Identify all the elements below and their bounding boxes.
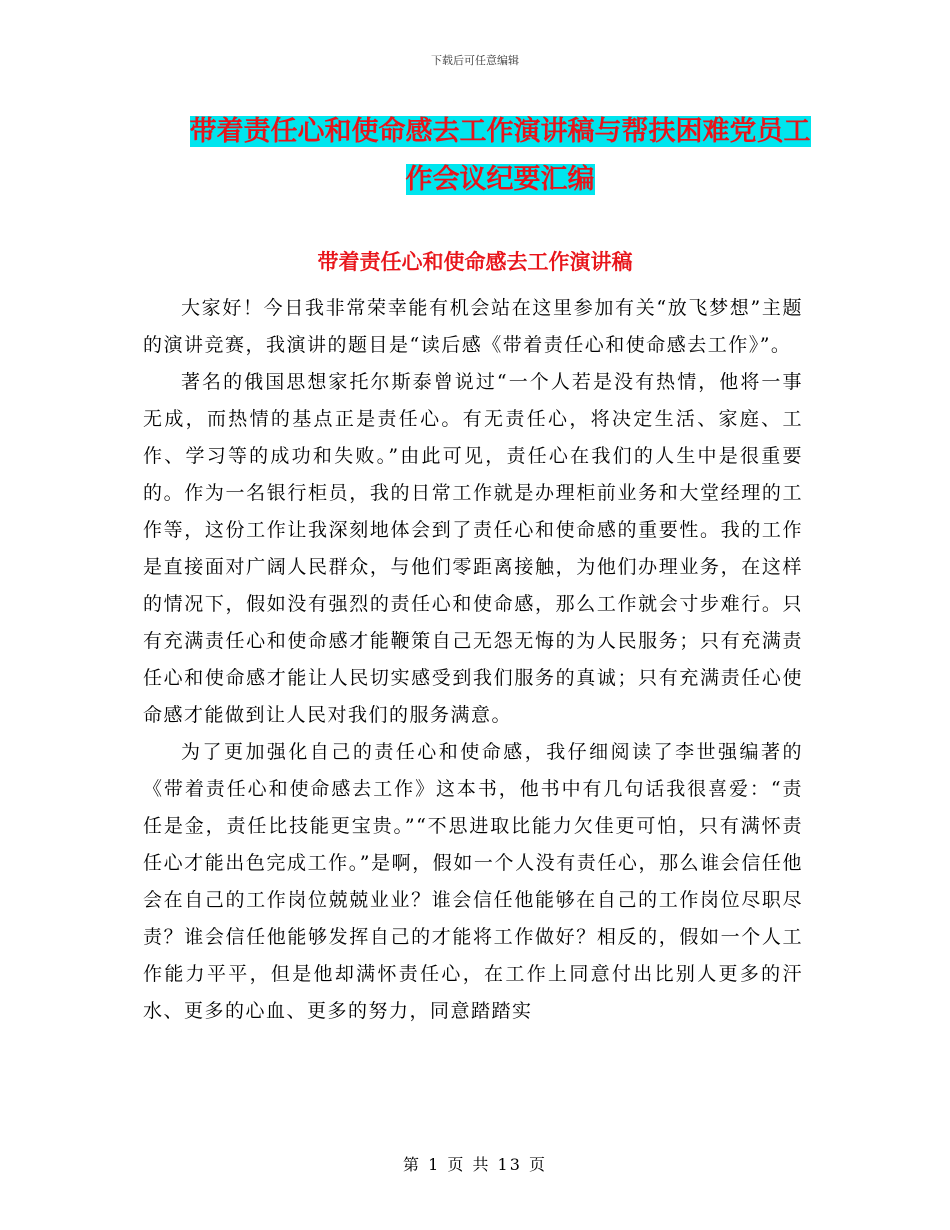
header-note: 下载后可任意编辑 (431, 54, 519, 67)
paragraph-1: 大家好！今日我非常荣幸能有机会站在这里参加有关“放飞梦想”主题的演讲竞赛，我演讲的题目是“读后感《带着责任心和使命感去工作》”。 (143, 297, 803, 356)
paragraph-3: 为了更加强化自己的责任心和使命感，我仔细阅读了李世强编著的《带着责任心和使命感去工作》这本书，他书中有几句话我很喜爱：“责任是金，责任比技能更宝贵。”“不思进取比能力欠佳更可怕，只有满怀责任心才能出色完成工作。”是啊，假如一个人没有责任心，那么谁会信任他会在自己的工作岗位兢兢业业？谁会信任他能够在自己的工作岗位尽职尽责？谁会信任他能够发挥自己的才能将工作做好？相反的，假如一个人工作能力平平，但是他却满怀责任心，在工作上同意付出比别人更多的汗水、更多的心血、更多的努力，同意踏踏实 (143, 741, 803, 1022)
document-title-line-2: 作会议纪要汇编 (405, 164, 595, 195)
body-text (143, 290, 803, 1030)
document-title-line-1: 带着责任心和使命感去工作演讲稿与帮扶困难党员工 (189, 116, 811, 147)
page-footer: 第 1 页 共 13 页 (403, 1155, 547, 1174)
section-title: 带着责任心和使命感去工作演讲稿 (317, 250, 633, 274)
document-title (150, 108, 850, 204)
paragraph-2: 著名的俄国思想家托尔斯泰曾说过“一个人若是没有热情，他将一事无成，而热情的基点正是责任心。有无责任心，将决定生活、家庭、工作、学习等的成功和失败。”由此可见，责任心在我们的人生中是很重要的。作为一名银行柜员，我的日常工作就是办理柜前业务和大堂经理的工作等，这份工作让我深刻地体会到了责任心和使命感的重要性。我的工作是直接面对广阔人民群众，与他们零距离接触，为他们办理业务，在这样的情况下，假如没有强烈的责任心和使命感，那么工作就会寸步难行。只有充满责任心和使命感才能鞭策自己无怨无悔的为人民服务；只有充满责任心和使命感才能让人民切实感受到我们服务的真诚；只有充满责任心使命感才能做到让人民对我们的服务满意。 (143, 371, 803, 726)
